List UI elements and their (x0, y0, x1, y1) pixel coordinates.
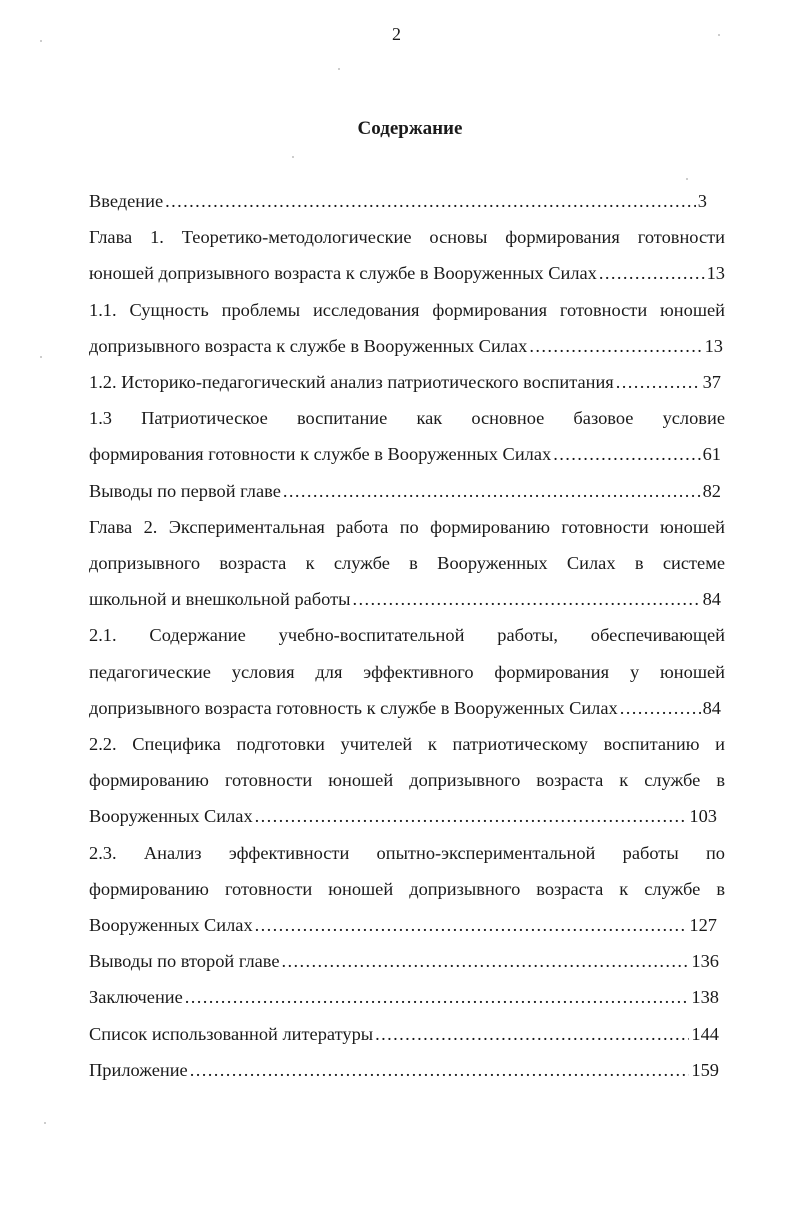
toc-entry-last-line (89, 183, 707, 219)
toc-entry-page-number: 84 (702, 697, 721, 718)
toc-entry-last-line (89, 255, 725, 291)
toc-entry (89, 943, 725, 979)
toc-entry-text: Введение (89, 191, 164, 211)
toc-entry-page-number: 13 (706, 263, 725, 284)
scan-speck (292, 156, 294, 158)
scan-speck (718, 34, 720, 36)
toc-entry (89, 183, 725, 219)
toc-entry (89, 979, 725, 1015)
dot-leader (599, 255, 705, 291)
toc-entry-last-line (89, 798, 717, 834)
dot-leader (255, 798, 688, 834)
toc-entry-text: формирования готовности к службе в Вооруженных Силах (89, 444, 552, 465)
toc-entry-text-line: 1.1. Сущность проблемы исследования формирования готовности юношей (89, 299, 725, 320)
toc-entry-text: юношей допризывного возраста к службе в Вооруженных Силах (89, 263, 597, 284)
toc-entry-text-line: педагогические условия для эффективного формирования у юношей (89, 661, 725, 682)
dot-leader (255, 907, 688, 943)
toc-entry-text: школьной и внешкольной работы (89, 589, 351, 610)
toc-entry (89, 617, 725, 726)
toc-entry-text: Приложение (89, 1059, 188, 1080)
toc-entry-text-line: формированию готовности юношей допризывного возраста к службе в (89, 770, 725, 791)
toc-entry-last-line (89, 907, 717, 943)
dot-leader (529, 328, 702, 364)
toc-entry-page-number: 144 (691, 1023, 719, 1044)
toc-entry (89, 364, 725, 400)
table-of-contents (89, 183, 725, 1088)
toc-entry-text: Заключение (89, 987, 183, 1008)
toc-entry-last-line (89, 581, 721, 617)
dot-leader (165, 183, 696, 219)
toc-entry (89, 292, 725, 364)
dot-leader (375, 1016, 689, 1052)
toc-entry-last-line (89, 979, 719, 1015)
toc-entry (89, 219, 725, 291)
toc-entry-text: Вооруженных Силах (89, 915, 253, 936)
toc-entry (89, 1016, 725, 1052)
scan-speck (686, 178, 688, 180)
dot-leader (620, 690, 701, 726)
toc-entry-page-number: 13 (704, 335, 723, 356)
toc-entry-last-line (89, 328, 723, 364)
toc-entry-last-line (89, 1052, 719, 1088)
dot-leader (185, 979, 690, 1015)
toc-entry-text-line: 1.3 Патриотическое воспитание как основное базовое условие (89, 408, 725, 429)
dot-leader (553, 436, 700, 472)
toc-entry (89, 1052, 725, 1088)
dot-leader (616, 364, 701, 400)
scan-speck (40, 40, 42, 42)
page-number: 2 (392, 24, 401, 44)
toc-entry-page-number: 82 (702, 480, 721, 501)
dot-leader (282, 943, 690, 979)
toc-entry-text-line: Глава 1. Теоретико-методологические основы формирования готовности (89, 227, 725, 248)
toc-entry-text: Выводы по первой главе (89, 480, 281, 501)
toc-entry-page-number: 103 (689, 806, 717, 827)
scan-speck (40, 356, 42, 358)
toc-entry-page-number: 127 (689, 915, 717, 936)
toc-title: Содержание (357, 118, 463, 139)
dot-leader (353, 581, 701, 617)
scan-speck (44, 1122, 46, 1124)
toc-entry-text-line: 2.3. Анализ эффективности опытно-экспериментальной работы по (89, 842, 725, 863)
toc-entry-page-number: 3 (697, 191, 707, 211)
toc-entry-text-line: допризывного возраста к службе в Вооруженных Силах в системе (89, 553, 725, 574)
toc-entry-text: Вооруженных Силах (89, 806, 253, 827)
toc-entry-page-number: 159 (691, 1059, 719, 1080)
toc-entry-text: допризывного возраста к службе в Вооруженных Силах (89, 335, 528, 356)
toc-entry-text-line: формированию готовности юношей допризывного возраста к службе в (89, 878, 725, 899)
toc-entry-page-number: 84 (702, 589, 721, 610)
toc-entry-text-line: 2.2. Специфика подготовки учителей к патриотическому воспитанию и (89, 734, 725, 755)
toc-entry (89, 509, 725, 618)
toc-entry-last-line (89, 1016, 719, 1052)
toc-entry-last-line (89, 473, 721, 509)
toc-entry-text: Выводы по второй главе (89, 951, 280, 972)
toc-entry-text-line: Глава 2. Экспериментальная работа по формированию готовности юношей (89, 516, 725, 537)
toc-entry-text: допризывного возраста готовность к службе в Вооруженных Силах (89, 697, 618, 718)
toc-entry-page-number: 37 (702, 372, 721, 393)
toc-entry (89, 835, 725, 944)
toc-entry-page-number: 61 (702, 444, 721, 465)
toc-entry (89, 400, 725, 472)
toc-entry-text: 1.2. Историко-педагогический анализ патриотического воспитания (89, 372, 614, 393)
toc-entry-last-line (89, 364, 721, 400)
toc-entry-page-number: 138 (691, 987, 719, 1008)
toc-entry-text-line: 2.1. Содержание учебно-воспитательной работы, обеспечивающей (89, 625, 725, 646)
toc-entry-last-line (89, 943, 719, 979)
dot-leader (190, 1052, 690, 1088)
dot-leader (283, 473, 701, 509)
scan-speck (338, 68, 340, 70)
toc-entry (89, 726, 725, 835)
toc-entry-page-number: 136 (691, 951, 719, 972)
toc-entry (89, 473, 725, 509)
toc-entry-last-line (89, 690, 721, 726)
toc-entry-last-line (89, 436, 721, 472)
toc-entry-text: Список использованной литературы (89, 1023, 374, 1044)
